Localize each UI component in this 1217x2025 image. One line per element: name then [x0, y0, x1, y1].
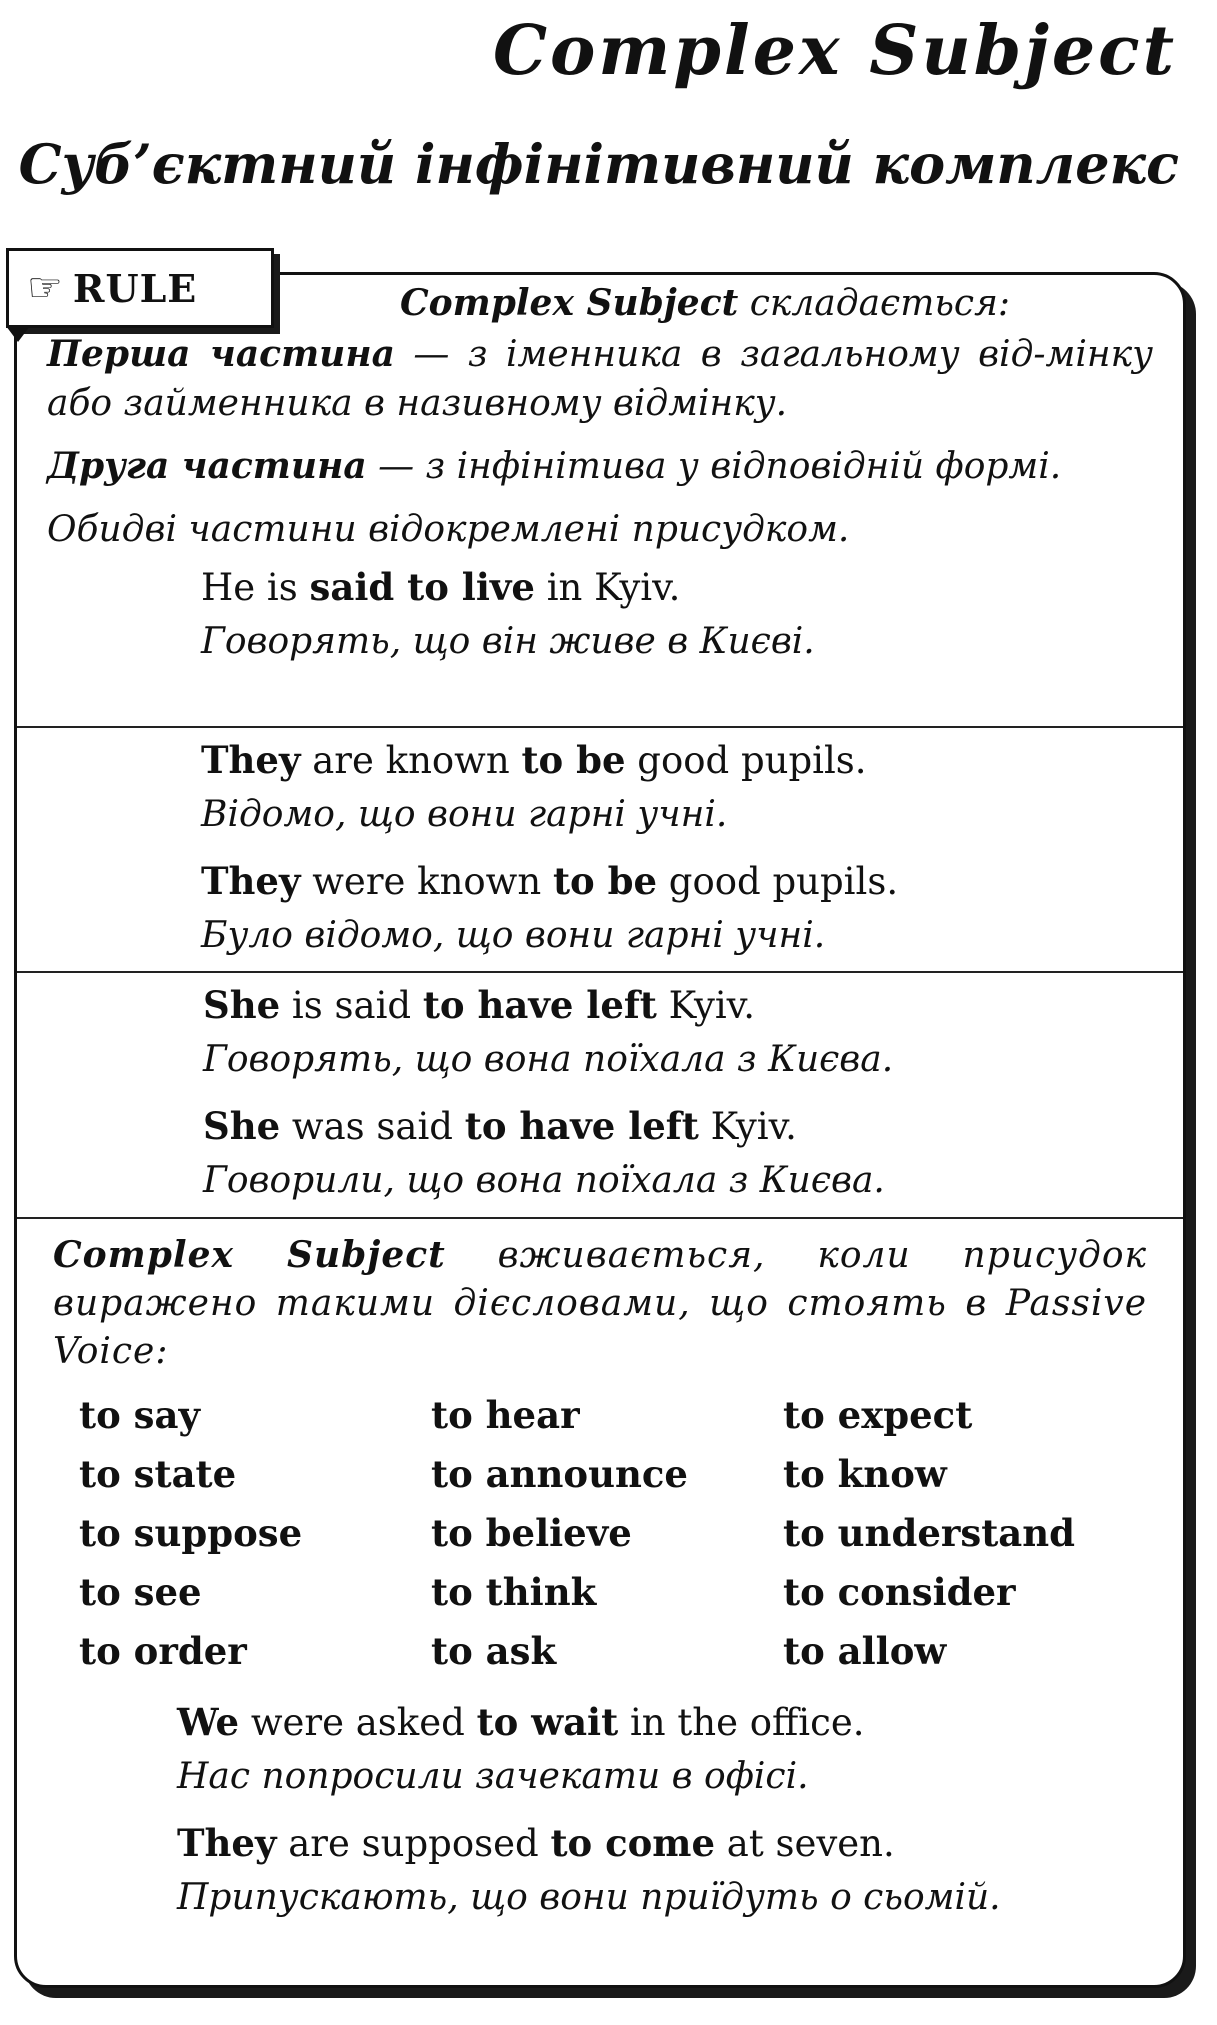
example-english-part: They: [177, 1821, 277, 1865]
example-translation: Відомо, що вони гарні учні.: [201, 794, 728, 835]
intro-second-bold: Друга частина: [47, 445, 367, 487]
verb-item: to understand: [783, 1511, 1076, 1555]
example-english-part: good pupils.: [657, 860, 899, 903]
examples-group-2: [17, 733, 1183, 963]
examples-group-4: [53, 1695, 1147, 1925]
usage-section: [17, 1231, 1183, 1925]
examples-group-1: [47, 560, 1153, 669]
example-english-part: They: [201, 738, 301, 782]
verb-item: to suppose: [79, 1511, 303, 1555]
intro-section: [17, 272, 1183, 669]
intro-first-bold: Перша частина: [47, 333, 395, 375]
pointing-hand-icon: ☞: [27, 265, 63, 311]
verb-item: to announce: [431, 1452, 688, 1496]
example-english-part: good pupils.: [625, 739, 867, 782]
example-translation: Було відомо, що вони гарні учні.: [201, 915, 826, 956]
rule-box: [14, 272, 1186, 1988]
example-english: [203, 1099, 1183, 1154]
intro-second-rest: — з інфінітива у відповідній формі.: [366, 446, 1062, 487]
usage-rest: вживається, коли присудок виражено такими дієсловами, що стоять в Passive Voice:: [53, 1235, 1148, 1372]
example-english-part: are known: [300, 739, 522, 782]
section-divider: [17, 726, 1183, 728]
example-english-part: to wait: [476, 1700, 619, 1744]
usage-text: [53, 1231, 1147, 1376]
example-english-part: were asked: [239, 1701, 477, 1744]
example-english-part: She: [203, 1104, 281, 1148]
page-subtitle: Суб’єктний інфінітивний комплекс: [18, 132, 1179, 196]
example-english-part: to be: [552, 859, 658, 903]
example-english-part: in Kyiv.: [534, 566, 681, 609]
example-english-part: are supposed: [276, 1822, 551, 1865]
examples-group-3: [17, 978, 1183, 1208]
usage-bold: Complex Subject: [53, 1234, 446, 1276]
example-english: [201, 733, 1183, 788]
intro-first-rest: — з іменника в загальному від-мінку або займенника в називному відмінку.: [47, 334, 1154, 424]
example-english-part: We: [177, 1700, 240, 1744]
example-translation: Припускають, що вони приїдуть о сьомій.: [177, 1877, 1001, 1918]
example-english-part: was said: [280, 1105, 465, 1148]
example-english-part: Kyiv.: [656, 984, 755, 1027]
example-english: [177, 1816, 1147, 1871]
verb-item: to hear: [431, 1393, 580, 1437]
example-translation: Нас попросили зачекати в офісі.: [177, 1756, 809, 1797]
example-english-part: to have left: [464, 1104, 699, 1148]
example-english-part: at seven.: [715, 1822, 895, 1865]
example-english-part: to come: [550, 1821, 716, 1865]
example-english-part: is said: [280, 984, 423, 1027]
example-translation: Говорять, що вона поїхала з Києва.: [203, 1039, 894, 1080]
verb-item: to order: [79, 1629, 247, 1673]
example-english: [201, 560, 1153, 615]
example-english-part: He is: [201, 566, 310, 609]
example-english-part: She: [203, 983, 281, 1027]
example-english-part: in the office.: [618, 1701, 865, 1744]
verb-item: to see: [79, 1570, 202, 1614]
example-english-part: said to live: [309, 565, 535, 609]
verb-item: to think: [431, 1570, 597, 1614]
rule-label: RULE: [72, 265, 198, 311]
page-title: Complex Subject: [492, 11, 1177, 91]
example-english-part: were known: [300, 860, 553, 903]
verb-item: to ask: [431, 1629, 557, 1673]
example-english-part: to be: [521, 738, 626, 782]
verb-item: to consider: [783, 1570, 1016, 1614]
example-english-part: to have left: [422, 983, 657, 1027]
verb-item: to say: [79, 1393, 200, 1437]
verb-item: to state: [79, 1452, 237, 1496]
example-english: [177, 1695, 1147, 1750]
example-translation: Говорять, що він живе в Києві.: [201, 621, 815, 662]
example-english: [201, 854, 1183, 909]
section-divider: [17, 1217, 1183, 1219]
verb-list: [53, 1386, 1147, 1681]
intro-head-bold: Complex Subject: [399, 282, 739, 324]
intro-head-rest: складається:: [738, 283, 1011, 324]
intro-first: [47, 330, 1153, 428]
example-english: [203, 978, 1183, 1033]
rule-tag: [6, 248, 274, 328]
verb-item: to believe: [431, 1511, 632, 1555]
verb-item: to expect: [783, 1393, 973, 1437]
verb-item: to allow: [783, 1629, 947, 1673]
verb-item: to know: [783, 1452, 947, 1496]
rule-tag-pointer: [6, 326, 30, 342]
section-divider: [17, 971, 1183, 973]
intro-both: Обидві частини відокремлені присудком.: [47, 509, 850, 550]
intro-second: [47, 442, 1153, 491]
example-english-part: Kyiv.: [698, 1105, 797, 1148]
example-english-part: They: [201, 859, 301, 903]
example-translation: Говорили, що вона поїхала з Києва.: [203, 1160, 885, 1201]
